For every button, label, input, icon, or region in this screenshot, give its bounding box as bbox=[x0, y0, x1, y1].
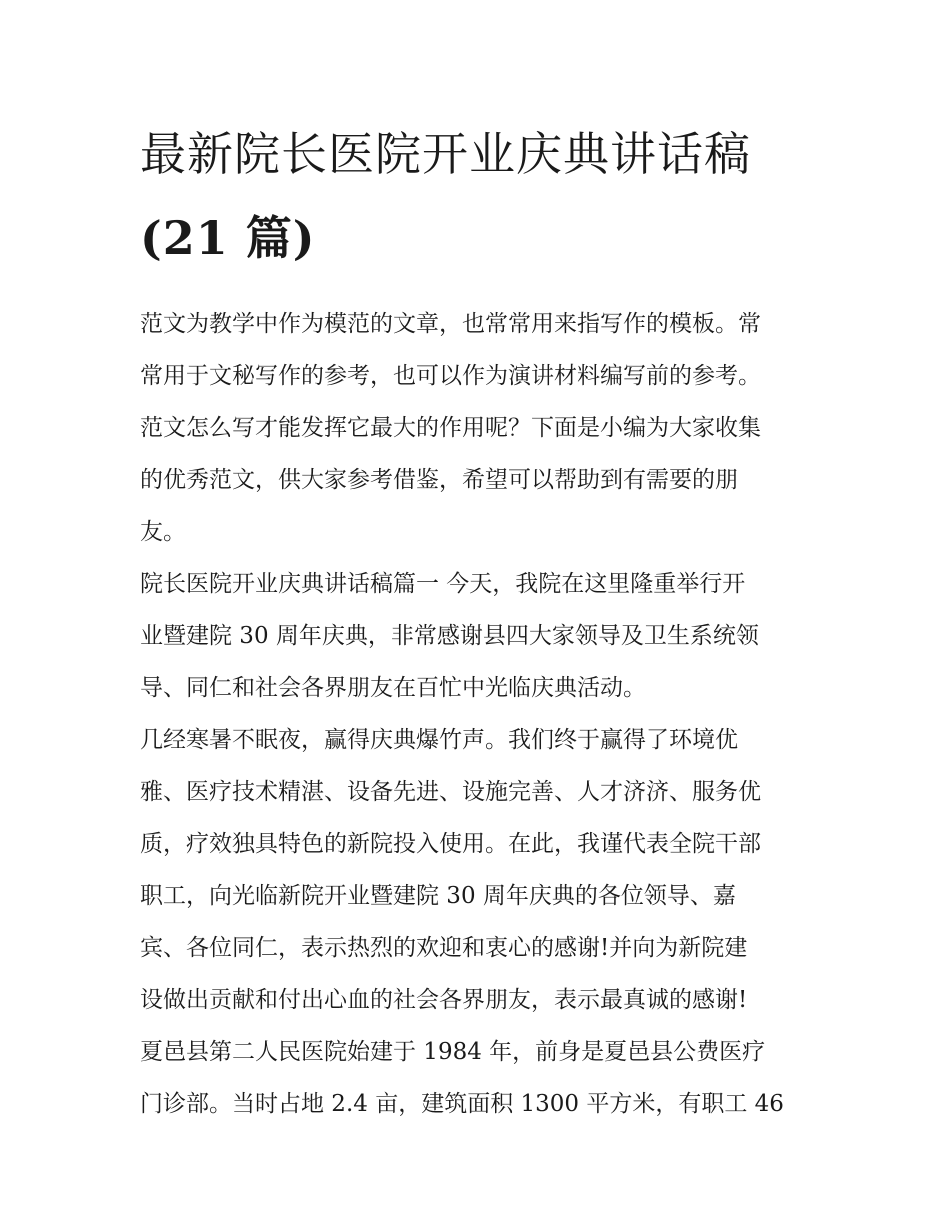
paragraph-speech-body bbox=[140, 714, 820, 1130]
text-line: 范文为教学中作为模范的文章，也常常用来指写作的模板。常 bbox=[140, 311, 761, 337]
document-page bbox=[140, 112, 820, 1130]
title-line-1: 最新院长医院开业庆典讲话稿 bbox=[140, 127, 751, 181]
title-line-2: (21 篇) bbox=[140, 211, 316, 265]
paragraph-intro bbox=[140, 298, 820, 558]
text-line: 友。 bbox=[140, 519, 186, 545]
text-line: 常用于文秘写作的参考，也可以作为演讲材料编写前的参考。 bbox=[140, 363, 761, 389]
text-line: 宾、各位同仁，表示热烈的欢迎和衷心的感谢!并向为新院建 bbox=[140, 935, 748, 961]
text-line: 院长医院开业庆典讲话稿篇一 今天，我院在这里隆重举行开 bbox=[140, 571, 746, 597]
document-title bbox=[140, 112, 820, 280]
text-line: 门诊部。当时占地 2.4 亩，建筑面积 1300 平方米，有职工 46 bbox=[140, 1091, 784, 1117]
text-line: 导、同仁和社会各界朋友在百忙中光临庆典活动。 bbox=[140, 675, 646, 701]
text-line: 质，疗效独具特色的新院投入使用。在此，我谨代表全院干部 bbox=[140, 831, 761, 857]
text-line: 的优秀范文，供大家参考借鉴，希望可以帮助到有需要的朋 bbox=[140, 467, 738, 493]
paragraph-speech-opening bbox=[140, 558, 820, 714]
text-line: 设做出贡献和付出心血的社会各界朋友，表示最真诚的感谢! bbox=[140, 987, 748, 1013]
text-line: 夏邑县第二人民医院始建于 1984 年，前身是夏邑县公费医疗 bbox=[140, 1039, 766, 1065]
text-line: 业暨建院 30 周年庆典，非常感谢县四大家领导及卫生系统领 bbox=[140, 623, 759, 649]
text-line: 雅、医疗技术精湛、设备先进、设施完善、人才济济、服务优 bbox=[140, 779, 761, 805]
text-line: 范文怎么写才能发挥它最大的作用呢？下面是小编为大家收集 bbox=[140, 415, 761, 441]
text-line: 职工，向光临新院开业暨建院 30 周年庆典的各位领导、嘉 bbox=[140, 883, 736, 909]
text-line: 几经寒暑不眠夜，赢得庆典爆竹声。我们终于赢得了环境优 bbox=[140, 727, 738, 753]
